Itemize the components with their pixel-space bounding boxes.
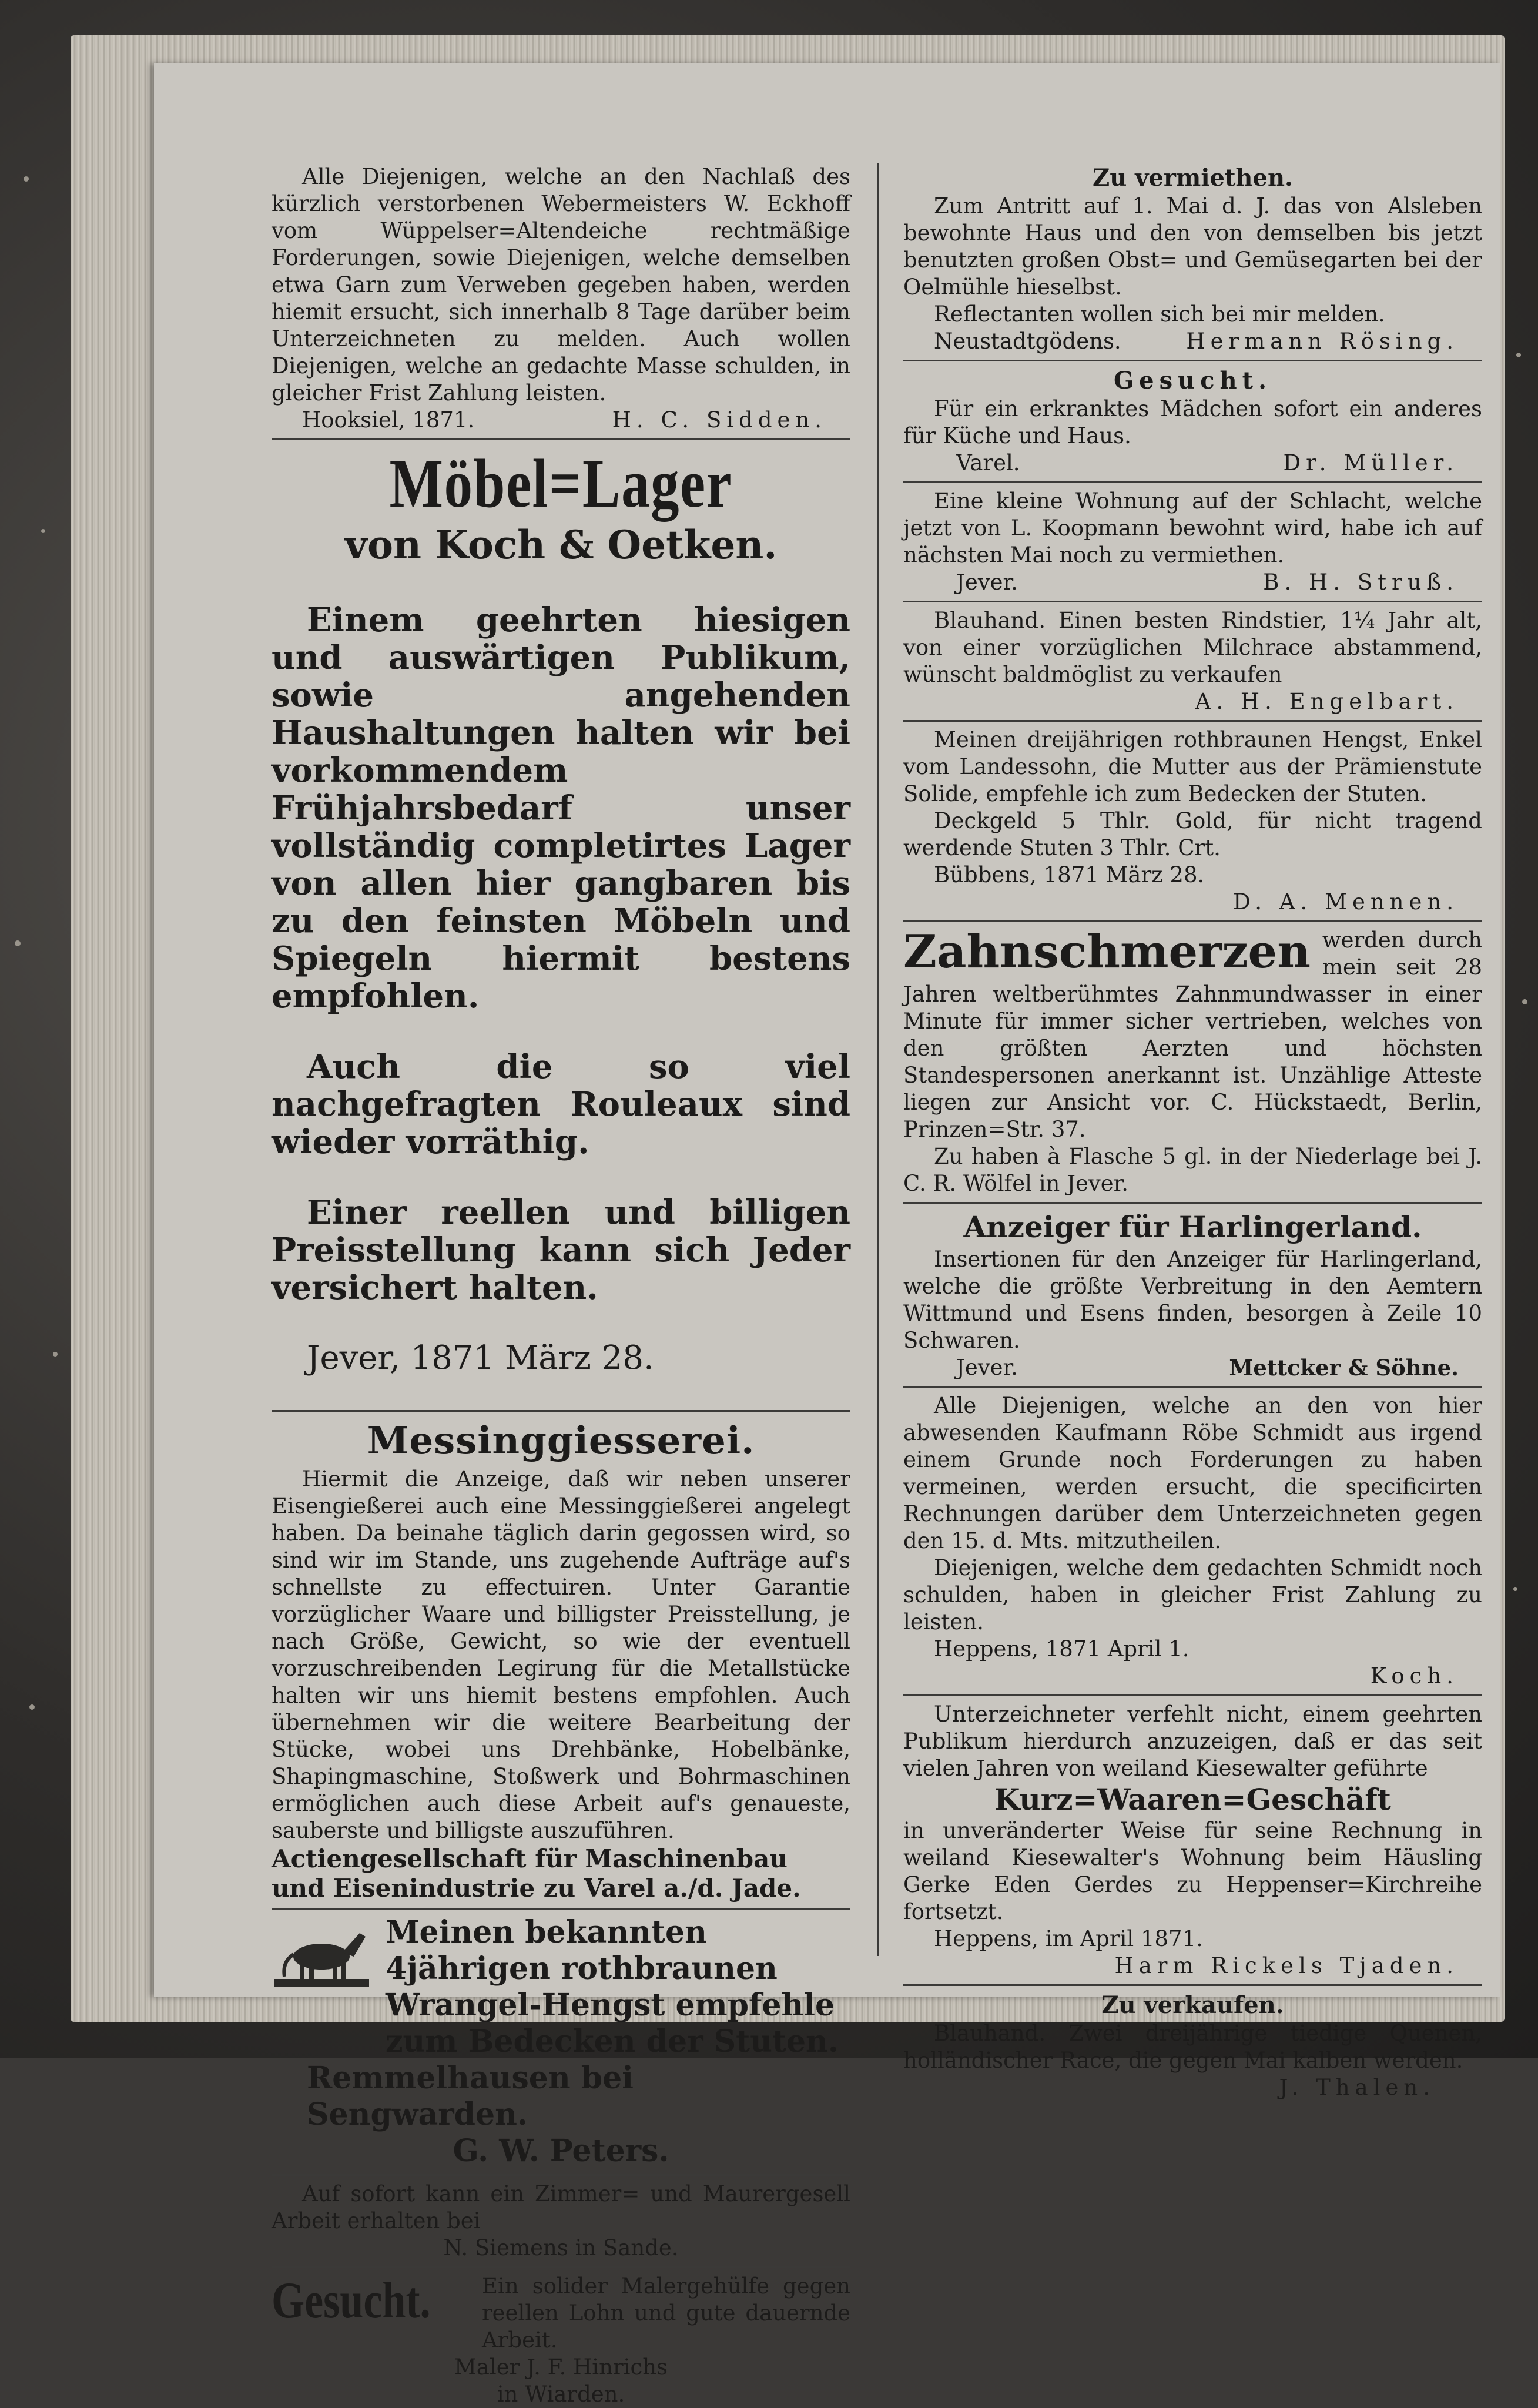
speckle	[1516, 353, 1521, 357]
speckle	[53, 1352, 58, 1357]
zahn-body2: Zu haben à Flasche 5 gl. in der Niederlage bei J. C. R. Wölfel in Jever.	[903, 1144, 1482, 1196]
kurz-date: Heppens, im April 1871.	[934, 1926, 1203, 1951]
speckle	[29, 1704, 35, 1710]
zahn-title: Zahnschmerzen	[903, 925, 1311, 979]
vermiethen-ad	[903, 163, 1482, 355]
right-column	[903, 163, 1482, 2101]
gesucht-ad	[903, 366, 1482, 477]
wohnung-place: Jever.	[956, 570, 1018, 595]
zahn-ad	[903, 927, 1482, 1197]
harlingerland-ad	[903, 1208, 1482, 1381]
hengst-text: Meinen bekannten 4jährigen rothbraunen Wrangel-Hengst empfehle zum Bedecken der Stuten.	[386, 1914, 839, 2059]
moebel-para2: Auch die so viel nachgefragten Rouleaux sind wieder vorräthig.	[272, 1047, 850, 1161]
kurz-title: Kurz=Waaren=Geschäft	[994, 1782, 1391, 1817]
rule	[903, 601, 1482, 602]
rindstier-ad	[903, 607, 1482, 715]
eckhoff-signer: H. C. Sidden.	[612, 407, 827, 433]
wohnung-body: Eine kleine Wohnung auf der Schlacht, welche jetzt von L. Koopmann bewohnt wird, habe ich auf nächsten Mai noch zu vermiethen.	[903, 488, 1482, 568]
maler-signer-line1: Maler J. F. Hinrichs	[454, 2355, 668, 2380]
mennen-date: Bübbens, 1871 März 28.	[934, 862, 1205, 887]
rule	[272, 2174, 850, 2176]
harlingerland-signer: Mettcker & Söhne.	[1229, 1355, 1459, 1381]
hengst-place: Remmelhausen bei Sengwarden.	[307, 2060, 634, 2132]
messing-ad	[272, 1416, 850, 1903]
mennen-body: Meinen dreijährigen rothbraunen Hengst, Enkel vom Landessohn, die Mutter aus der Prämienstute Solide, empfehle ich zum Bedecken der Stuten.	[903, 727, 1482, 806]
sofort-body: Auf sofort kann ein Zimmer= und Maurergesell Arbeit erhalten bei	[272, 2181, 850, 2233]
rindstier-body: Blauhand. Einen besten Rindstier, 1¼ Jahr alt, von einer vorzüglichen Milchrace abstammend, wünscht baldmöglist zu verkaufen	[903, 608, 1482, 687]
rule	[272, 1908, 850, 1910]
vermiethen-body2: Reflectanten wollen sich bei mir melden.	[934, 302, 1385, 327]
moebel-para1: Einem geehrten hiesigen und auswärtigen Publikum, sowie angehenden Haushaltungen halten wir bei vorkommendem Frühjahrsbedarf unser vollständig completirtes Lager von allen hier gangbaren bis zu den feinsten Möbeln und Spiegeln hiermit bestens empfohlen.	[272, 601, 850, 1016]
moebel-para3: Einer reellen und billigen Preisstellung kann sich Jeder versichert halten.	[272, 1193, 850, 1307]
speckle	[41, 529, 45, 533]
maler-ad	[272, 2273, 850, 2408]
speckle	[1513, 1587, 1517, 1591]
speckle	[15, 940, 21, 946]
horse-woodcut-icon	[272, 1920, 371, 1991]
harlingerland-body: Insertionen für den Anzeiger für Harlingerland, welche die größte Verbreitung in den Aemtern Wittmund und Esens finden, besorgen à Zeile 10 Schwaren.	[903, 1247, 1482, 1353]
sofort-signer: N. Siemens in Sande.	[443, 2235, 679, 2260]
eckhoff-notice	[272, 163, 850, 434]
rule	[903, 1386, 1482, 1388]
hengst-signer: G. W. Peters.	[453, 2133, 669, 2169]
maler-signer-line2: in Wiarden.	[497, 2382, 625, 2407]
sofort-ad	[272, 2181, 850, 2262]
gesucht-body: Für ein erkranktes Mädchen sofort ein anderes für Küche und Haus.	[903, 396, 1482, 448]
maler-title: Gesucht.	[272, 2272, 431, 2329]
rindstier-signer: A. H. Engelbart.	[1195, 689, 1459, 714]
moebel-ad	[272, 446, 850, 1377]
vermiethen-place: Neustadtgödens.	[934, 329, 1121, 354]
kurzwaaren-ad	[903, 1701, 1482, 1980]
hengst-mennen-ad	[903, 726, 1482, 916]
kurz-signer: Harm Rickels Tjaden.	[1114, 1953, 1459, 1978]
rule	[272, 2266, 850, 2268]
rule	[903, 720, 1482, 722]
harlingerland-place: Jever.	[956, 1355, 1018, 1380]
verkaufen-title: Zu verkaufen.	[1101, 1991, 1284, 2019]
schmidt-body2: Diejenigen, welche dem gedachten Schmidt noch schulden, haben in gleicher Frist Zahlung zu leisten.	[903, 1555, 1482, 1635]
verkaufen-signer: J. Thalen.	[1279, 2075, 1435, 2100]
maler-body: Ein solider Malergehülfe gegen reellen Lohn und gute dauernde Arbeit.	[482, 2273, 850, 2353]
verkaufen-body: Blauhand. Zwei dreijährige tiedige Quenen, holländischer Race, die gegen Mai kalben werden.	[903, 2021, 1482, 2073]
messing-company-line1: Actiengesellschaft für Maschinenbau	[272, 1844, 788, 1873]
moebel-subtitle: von Koch & Oetken.	[344, 522, 778, 568]
rule	[903, 920, 1482, 922]
hengst-ad	[272, 1914, 850, 2169]
newspaper-page	[154, 63, 1500, 2407]
rule	[903, 360, 1482, 361]
messing-company-line2: und Eisenindustrie zu Varel a./d. Jade.	[272, 1874, 801, 1903]
gesucht-signer: Dr. Müller.	[1283, 450, 1459, 475]
rule	[272, 438, 850, 440]
eckhoff-place: Hooksiel, 1871.	[302, 407, 475, 433]
rule	[903, 1694, 1482, 1696]
column-divider	[877, 163, 879, 1956]
kurz-intro: Unterzeichneter verfehlt nicht, einem geehrten Publikum hierdurch anzuzeigen, daß er das seit vielen Jahren von weiland Kiesewalter geführte	[903, 1702, 1482, 1781]
wohnung-ad	[903, 488, 1482, 596]
vermiethen-body: Zum Antritt auf 1. Mai d. J. das von Alsleben bewohnte Haus und den von demselben bis jetzt benutzten großen Obst= und Gemüsegarten bei der Oelmühle hieselbst.	[903, 193, 1482, 300]
rule	[272, 1410, 850, 1412]
rule	[903, 481, 1482, 483]
vermiethen-signer: Hermann Rösing.	[1186, 329, 1459, 354]
mennen-body2: Deckgeld 5 Thlr. Gold, für nicht tragend werdende Stuten 3 Thlr. Crt.	[903, 808, 1482, 860]
schmidt-date: Heppens, 1871 April 1.	[934, 1636, 1189, 1662]
schmidt-signer: Koch.	[1370, 1663, 1459, 1689]
wohnung-signer: B. H. Struß.	[1263, 570, 1459, 595]
schmidt-body: Alle Diejenigen, welche an den von hier abwesenden Kaufmann Röbe Schmidt aus irgend einem Grunde noch Forderungen zu haben vermeinen, werden ersucht, die specificirten Rechnungen darüber dem Unterzeichneten gegen den 15. d. Mts. mitzutheilen.	[903, 1393, 1482, 1553]
verkaufen-ad	[903, 1991, 1482, 2101]
gesucht-place: Varel.	[956, 450, 1020, 475]
kurz-body: in unveränderter Weise für seine Rechnung in weiland Kiesewalter's Wohnung beim Häusling Gerke Eden Gerdes zu Heppenser=Kirchreihe fortsetzt.	[903, 1818, 1482, 1924]
mennen-signer: D. A. Mennen.	[1232, 889, 1459, 915]
speckle	[24, 176, 29, 182]
moebel-date: Jever, 1871 März 28.	[307, 1339, 654, 1377]
rule	[903, 1984, 1482, 1986]
zahn-body: werden durch mein seit 28 Jahren weltberühmtes Zahnmundwasser in einer Minute für immer sicher vertrieben, welches von den größten Aerzten und höchsten Standespersonen anerkannt ist. Unzählige Atteste liegen zur Ansicht vor. C. Hückstaedt, Berlin, Prinzen=Str. 37.	[903, 927, 1482, 1142]
left-column	[272, 163, 850, 2408]
schmidt-notice	[903, 1392, 1482, 1690]
messing-title: Messinggiesserei.	[367, 1419, 755, 1463]
gesucht-title: Gesucht.	[1113, 367, 1272, 394]
eckhoff-body: Alle Diejenigen, welche an den Nachlaß des kürzlich verstorbenen Webermeisters W. Eckhoff vom Wüppelser=Altendeiche rechtmäßige Forderungen, sowie Diejenigen, welche demselben etwa Garn zum Verweben gegeben haben, werden hiemit ersucht, sich innerhalb 8 Tage darüber beim Unterzeichneten zu melden. Auch wollen Diejenigen, welche an gedachte Masse schulden, in gleicher Frist Zahlung leisten.	[272, 164, 850, 406]
rule	[903, 1202, 1482, 1204]
harlingerland-title: Anzeiger für Harlingerland.	[963, 1210, 1422, 1244]
messing-body: Hiermit die Anzeige, daß wir neben unserer Eisengießerei auch eine Messinggießerei angelegt haben. Da beinahe täglich darin gegossen wird, so sind wir im Stande, uns zugehende Aufträge auf's schnellste zu effectuiren. Unter Garantie vorzüglicher Waare und billigster Preisstellung, je nach Größe, Gewicht, so wie der eventuell vorzuschreibenden Legirung für die Metallstücke halten wir uns hiemit bestens empfohlen. Auch übernehmen wir die weitere Bearbeitung der Stücke, wobei uns Drehbänke, Hobelbänke, Shapingmaschine, Stoßwerk und Bohrmaschinen ermöglichen auch diese Arbeit auf's genaueste, sauberste und billigste auszuführen.	[272, 1466, 850, 1843]
vermiethen-title: Zu vermiethen.	[1093, 164, 1293, 192]
moebel-title: Möbel=Lager	[389, 445, 733, 522]
speckle	[1522, 999, 1527, 1004]
